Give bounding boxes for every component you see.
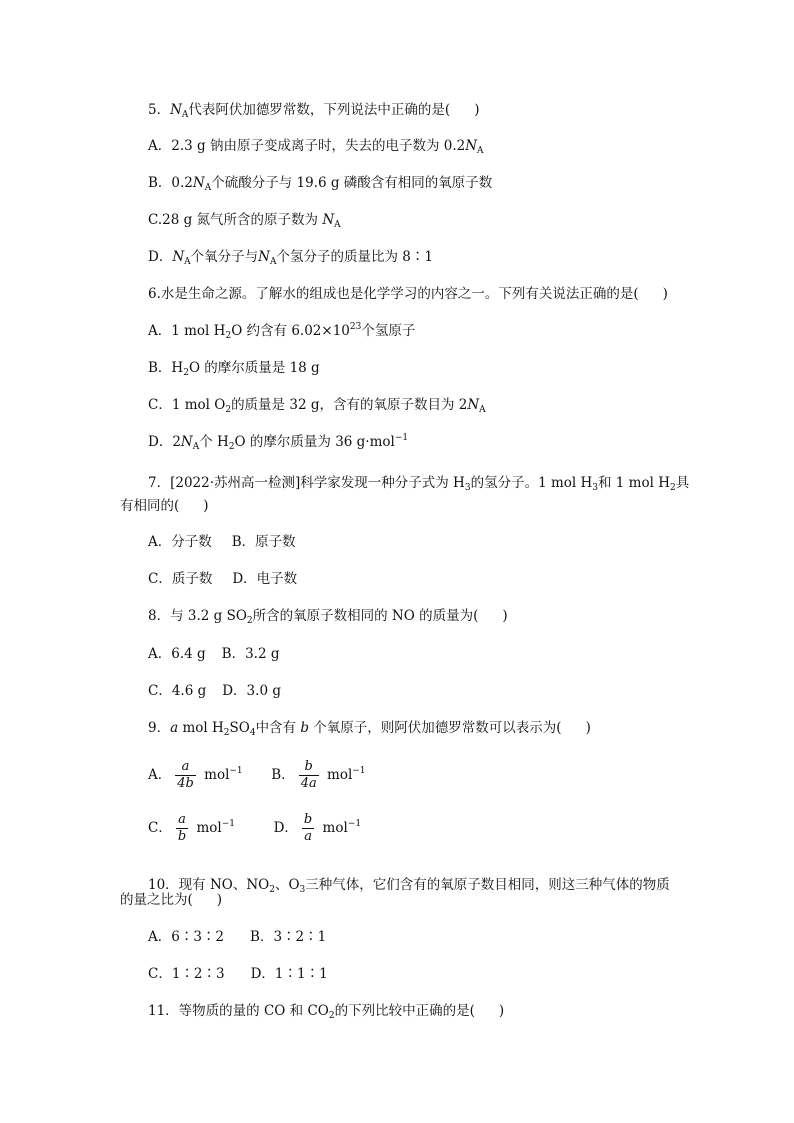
q11-stem: 11．等物质的量的 CO 和 $CO_2$的下列比较中正确的是( ) [148,1003,505,1021]
q10-options-cd [148,964,328,984]
fraction: $\frac{b}{4a}$ [300,759,317,791]
q6-option-c: C．1 mol $O_2$的质量是 32 g，含有的氧原子数目为 $2N_A$ [148,397,486,415]
q6-stem: 6.水是生命之源。了解水的组成也是化学学习的内容之一。下列有关说法正确的是( ) [148,286,668,302]
fraction: $\frac{b}{a}$ [303,812,313,844]
q6-option-a: A．1 mol $H_2O$ 约含有 $6.02\times 10^{23}$个氢原子 [148,322,416,341]
q9-stem: 9．a mol $H_2SO_4$中含有 b 个氧原子，则阿伏加德罗常数可以表示为( ) [148,720,591,738]
q9-options-cd [148,810,361,846]
q8-option-d: D．3.0 g [222,683,281,699]
q5-option-a: A．2.3 g 钠由原子变成离子时，失去的电子数为 $0.2N_A$ [148,138,484,156]
q9-option-d: D． $\frac{b}{a}$ mol$^{-1}$ [273,812,362,844]
fraction: $\frac{a}{b}$ [177,812,187,844]
fraction: $\frac{a}{4b}$ [177,759,194,791]
q5-option-b: B．$0.2N_A$个硫酸分子与 19.6 g 磷酸含有相同的氧原子数 [148,175,493,193]
q10-options-ab [148,927,326,947]
q9-option-b: B． $\frac{b}{4a}$ mol$^{-1}$ [271,759,366,791]
q7-option-b: B．原子数 [231,534,296,550]
q10-option-a: A．6∶3∶2 [148,929,225,945]
q7-stem-continued: 有相同的( ) [120,498,209,514]
q10-option-c: C．1∶2∶3 [148,966,225,982]
q10-option-b: B．3∶2∶1 [250,929,327,945]
q7-options-cd [148,569,297,589]
q8-option-b: B．3.2 g [221,646,280,662]
q5-option-c: C.28 g 氮气所含的原子数为 $N_A$ [148,212,341,230]
q9-option-a: A． $\frac{a}{4b}$ mol$^{-1}$ [148,759,243,791]
q7-option-a: A．分子数 [148,534,212,550]
q7-option-c: C．质子数 [148,571,213,587]
q7-stem: 7．[2022·苏州高一检测]科学家发现一种分子式为 $H_3$的氢分子。1 mol $H_3$和 1 mol $H_2$具 [148,475,690,493]
q10-stem-continued: 的量之比为( ) [120,892,223,908]
q5-option-d: D．$N_A$个氧分子与$N_A$个氢分子的质量比为 8∶1 [148,249,433,267]
q8-option-a: A．6.4 g [148,646,206,662]
q9-options-ab [148,757,366,793]
q8-option-c: C．4.6 g [148,683,207,699]
q8-options-ab [148,644,279,664]
q6-option-d: D．$2N_A$个 $H_2O$ 的摩尔质量为 36 g·mol$^{-1}$ [148,433,409,452]
q8-stem: 8．与 3.2 g $SO_2$所含的氧原子数相同的 NO 的质量为( ) [148,608,508,626]
q6-option-b: B．$H_2O$ 的摩尔质量是 18 g [148,360,320,378]
q7-options-ab [148,532,296,552]
q5-stem: 5．$N_A$代表阿伏加德罗常数，下列说法中正确的是( ) [148,102,480,120]
q9-option-c: C． $\frac{a}{b}$ mol$^{-1}$ [148,812,235,844]
q7-option-d: D．电子数 [232,571,298,587]
q8-options-cd [148,681,281,701]
q10-stem: 10．现有 NO、$NO_2$、$O_3$三种气体，它们含有的氧原子数目相同，则这三种气体的物质 [148,877,670,895]
q10-option-d: D．1∶1∶1 [250,966,328,982]
